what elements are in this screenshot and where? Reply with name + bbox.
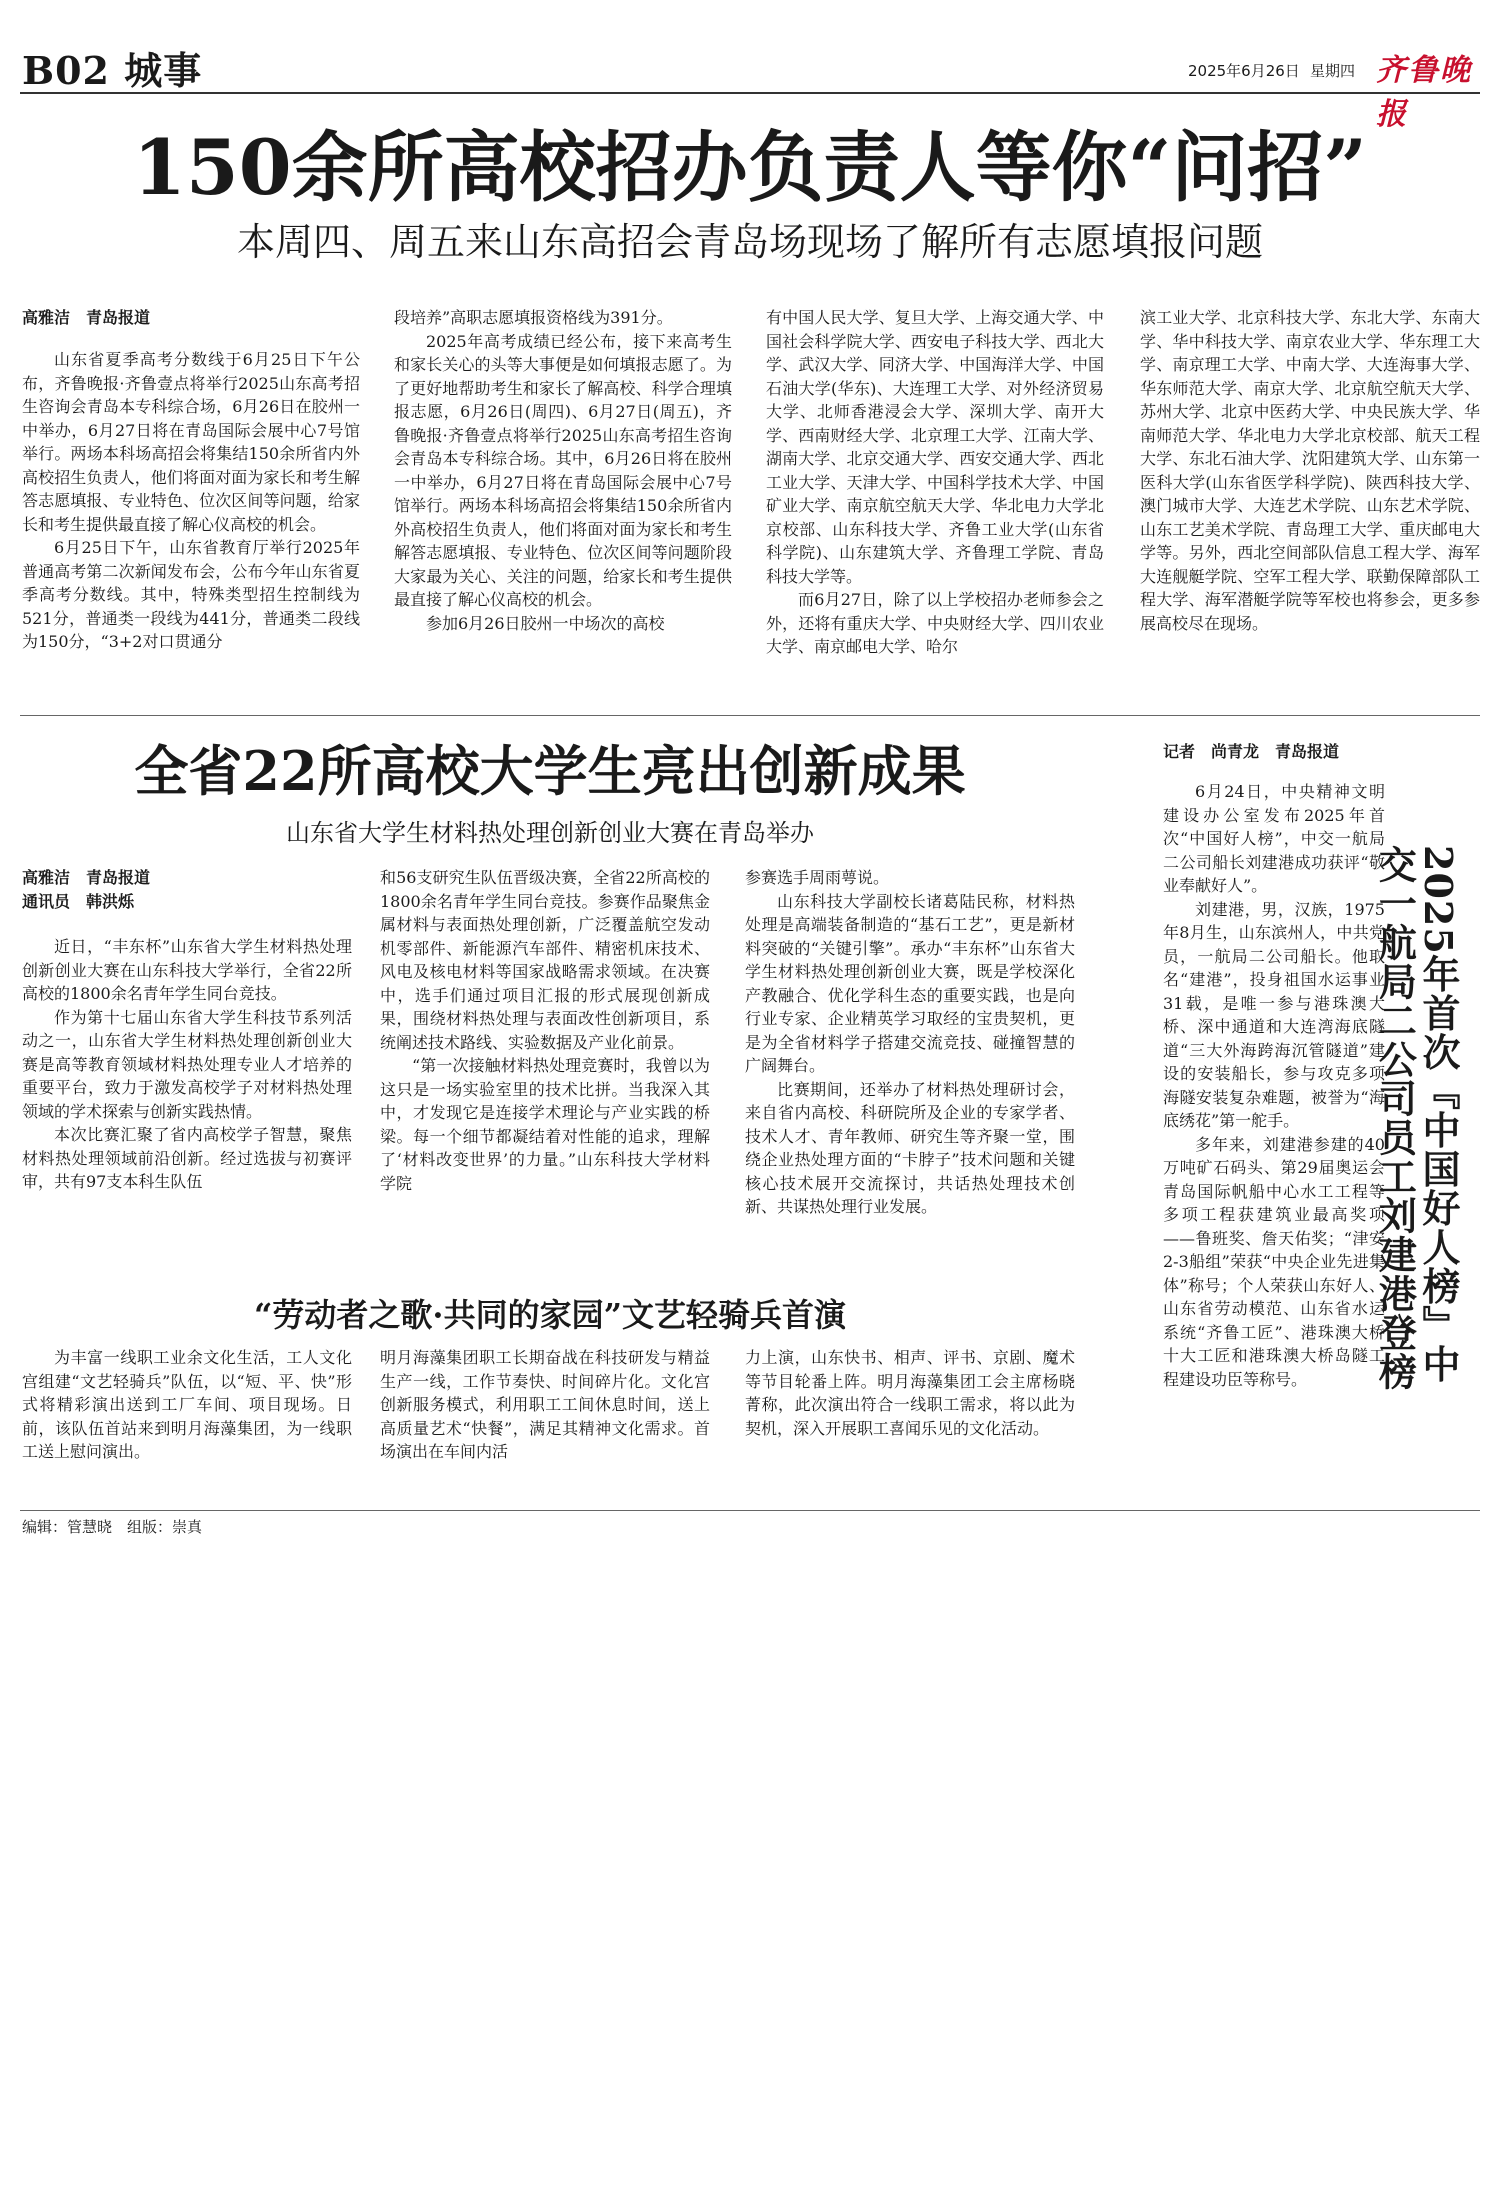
paragraph: 段培养”高职志愿填报资格线为391分。 [394,308,673,327]
article1-column-2 [394,306,732,635]
subheadline-innovation: 山东省大学生材料热处理创新创业大赛在青岛举办 [286,819,814,847]
byline: 记者 尚青龙 青岛报道 [1163,742,1340,761]
article2-column-2 [380,866,710,1195]
paragraph: 作为第十七届山东省大学生科技节系列活动之一，山东省大学生材料热处理创新创业大赛是高等教育领域材料热处理专业人才培养的重要平台，致力于激发高校学子对材料热处理领域的学术探索与创新实践热情。 [22,1007,352,1121]
article1-column-4 [1140,306,1480,635]
paragraph: 比赛期间，还举办了材料热处理研讨会，来自省内高校、科研院所及企业的专家学者、技术人才、青年教师、研究生等齐聚一堂，围绕企业热处理方面的“卡脖子”技术问题和关键核心技术展开交流探讨，共话热处理技术创新、共谋热处理行业发展。 [745,1079,1075,1216]
paragraph: 6月24日，中央精神文明建设办公室发布2025年首次“中国好人榜”，中交一航局二公司船长刘建港成功获评“敬业奉献好人”。 [1163,782,1385,895]
headline-good-person: 2025年首次『中国好人榜』中交一航局二公司员工刘建港登榜 [1372,845,1461,1391]
article4-column [1163,780,1385,1391]
section-divider [20,715,1480,716]
paragraph: 滨工业大学、北京科技大学、东北大学、东南大学、华中科技大学、南京农业大学、华东理工大学、南京理工大学、中南大学、大连海事大学、华东师范大学、南京大学、北京航空航天大学、苏州大学、北京中医药大学、中央民族大学、华南师范大学、华北电力大学北京校部、航天工程大学、东北石油大学、沈阳建筑大学、山东第一医科大学(山东省医学科学院)、陕西科技大学、澳门城市大学、大连艺术学院、山东艺术学院、山东工艺美术学院、青岛理工大学、重庆邮电大学等。另外，西北空间部队信息工程大学、海军大连舰艇学院、空军工程大学、联勤保障部队工程大学、海军潜艇学院等军校也将参会，更多参展高校尽在现场。 [1140,308,1480,633]
article2-column-3 [745,866,1075,1219]
paragraph: 山东科技大学副校长诸葛陆民称，材料热处理是高端装备制造的“基石工艺”，更是新材料突破的“关键引擎”。承办“丰东杯”山东省大学生材料热处理创新创业大赛，既是学校深化产教融合、优化学科生态的重要实践，也是向行业专家、企业精英学习取经的宝贵契机，更是为全省材料学子搭建交流竞技、碰撞智慧的广阔舞台。 [745,891,1075,1075]
paragraph: 和56支研究生队伍晋级决赛，全省22所高校的1800余名青年学生同台竞技。参赛作品聚焦金属材料与表面热处理创新，广泛覆盖航空发动机零部件、新能源汽车部件、精密机床技术、风电及核电材料等国家战略需求领域。在决赛中，选手们通过项目汇报的形式展现创新成果，围绕材料热处理与表面改性创新项目，系统阐述技术路线、实验数据及产业化前景。 [380,868,710,1052]
paragraph: 明月海藻集团职工长期奋战在科技研发与精益生产一线，工作节奏快、时间碎片化。文化宫创新服务模式，利用职工工间休息时间，送上高质量艺术“快餐”，满足其精神文化需求。首场演出在车间内活 [380,1348,710,1461]
paragraph: 力上演，山东快书、相声、评书、京剧、魔术等节目轮番上阵。明月海藻集团工会主席杨晓菁称，此次演出符合一线职工需求，将以此为契机，深入开展职工喜闻乐见的文化活动。 [745,1348,1075,1438]
paragraph: 参加6月26日胶州一中场次的高校 [426,613,665,633]
article3-column-3 [745,1346,1075,1440]
paragraph: 参赛选手周雨萼说。 [745,868,890,887]
newspaper-logo: 齐鲁晚报 [1376,53,1472,132]
header-rule [20,92,1480,94]
article3-column-1 [22,1346,352,1464]
article1-column-1 [22,348,360,654]
issue-weekday: 星期四 [1310,62,1356,80]
issue-date: 2025年6月26日 [1188,62,1300,80]
paragraph: “第一次接触材料热处理竞赛时，我曾以为这只是一场实验室里的技术比拼。当我深入其中，才发现它是连接学术理论与产业实践的桥梁。每一个细节都凝结着对性能的追求，理解了‘材料改变世界’的力量。”山东科技大学材料学院 [380,1056,710,1193]
page-code: B02 城事 [22,48,203,93]
headline-performance: “劳动者之歌·共同的家园”文艺轻骑兵首演 [254,1296,846,1334]
article2-column-1 [22,935,352,1194]
paragraph: 有中国人民大学、复旦大学、上海交通大学、中国社会科学院大学、西安电子科技大学、西北大学、武汉大学、同济大学、中国海洋大学、中国石油大学(华东)、大连理工大学、对外经济贸易大学、北师香港浸会大学、深圳大学、南开大学、西南财经大学、北京理工大学、江南大学、湖南大学、北京交通大学、西安交通大学、西北工业大学、天津大学、中国科学技术大学、中国矿业大学、南京航空航天大学、华北电力大学北京校部、山东科技大学、齐鲁工业大学(山东省科学院)、山东建筑大学、齐鲁理工学院、青岛科技大学等。 [766,308,1104,586]
byline: 高雅洁 青岛报道 [22,868,151,887]
paragraph: 为丰富一线职工业余文化生活，工人文化宫组建“文艺轻骑兵”队伍，以“短、平、快”形式将精彩演出送到工厂车间、项目现场。日前，该队伍首站来到明月海藻集团，为一线职工送上慰问演出。 [22,1348,352,1461]
byline: 高雅洁 青岛报道 [22,308,151,327]
footer-rule [20,1510,1480,1511]
paragraph: 2025年高考成绩已经公布，接下来高考生和家长关心的头等大事便是如何填报志愿了。为了更好地帮助考生和家长了解高校、科学合理填报志愿，6月26日(周四)、6月27日(周五)，齐鲁晚报·齐鲁壹点将举行2025山东高考招生咨询会青岛本专科综合场。其中，6月26日将在胶州一中举办，6月27日将在青岛国际会展中心7号馆举行。两场本科场高招会将集结150余所省内外高校招生负责人，他们将面对面为家长和考生解答志愿填报、专业特色、位次区间等问题阶段大家最为关心、关注的问题，给家长和考生提供最直接了解心仪高校的机会。 [394,331,732,609]
subheadline-main: 本周四、周五来山东高招会青岛场现场了解所有志愿填报问题 [236,220,1263,264]
paragraph: 多年来，刘建港参建的40万吨矿石码头、第29届奥运会青岛国际帆船中心水工工程等多项工程获建筑业最高奖项——鲁班奖、詹天佑奖；“津安2-3船组”荣获“中央企业先进集体”称号；个人荣获山东好人、山东省劳动模范、山东省水运系统“齐鲁工匠”、港珠澳大桥十大工匠和港珠澳大桥岛隧工程建设功臣等称号。 [1163,1134,1385,1389]
paragraph: 本次比赛汇聚了省内高校学子智慧，聚焦材料热处理领域前沿创新。经过选拔与初赛评审，共有97支本科生队伍 [22,1125,352,1191]
paragraph: 山东省夏季高考分数线于6月25日下午公布，齐鲁晚报·齐鲁壹点将举行2025山东高考招生咨询会青岛本专科综合场，6月26日在胶州一中举办，6月27日将在青岛国际会展中心7号馆举行。两场本科场高招会将集结150余所省内外高校招生负责人，他们将面对面为家长和考生解答志愿填报、专业特色、位次区间等问题，给家长和考生提供最直接了解心仪高校的机会。 [22,350,360,534]
byline-correspondent: 通讯员 韩洪烁 [22,892,135,911]
article1-column-3 [766,306,1104,659]
headline-main: 150余所高校招办负责人等你“问招” [132,123,1368,212]
paragraph: 而6月27日，除了以上学校招办老师参会之外，还将有重庆大学、中央财经大学、四川农业大学、南京邮电大学、哈尔 [766,590,1104,656]
paragraph: 刘建港，男，汉族，1975年8月生，山东滨州人，中共党员，一航局二公司船长。他取名“建港”，投身祖国水运事业31载，是唯一参与港珠澳大桥、深中通道和大连湾海底隧道“三大外海跨海沉管隧道”建设的安装船长，参与攻克多项海隧安装复杂难题，被誉为“海底绣花”第一舵手。 [1163,899,1385,1130]
editor-credits: 编辑：管慧晓 组版：崇真 [22,1518,203,1536]
paragraph: 近日，“丰东杯”山东省大学生材料热处理创新创业大赛在山东科技大学举行，全省22所高校的1800余名青年学生同台竞技。 [22,937,352,1003]
article3-column-2 [380,1346,710,1464]
headline-innovation: 全省22所高校大学生亮出创新成果 [134,739,966,803]
paragraph: 6月25日下午，山东省教育厅举行2025年普通高考第二次新闻发布会，公布今年山东省夏季高考分数线。其中，特殊类型招生控制线为521分，普通类一段线为441分，普通类二段线为150分，“3+2对口贯通分 [22,538,360,651]
